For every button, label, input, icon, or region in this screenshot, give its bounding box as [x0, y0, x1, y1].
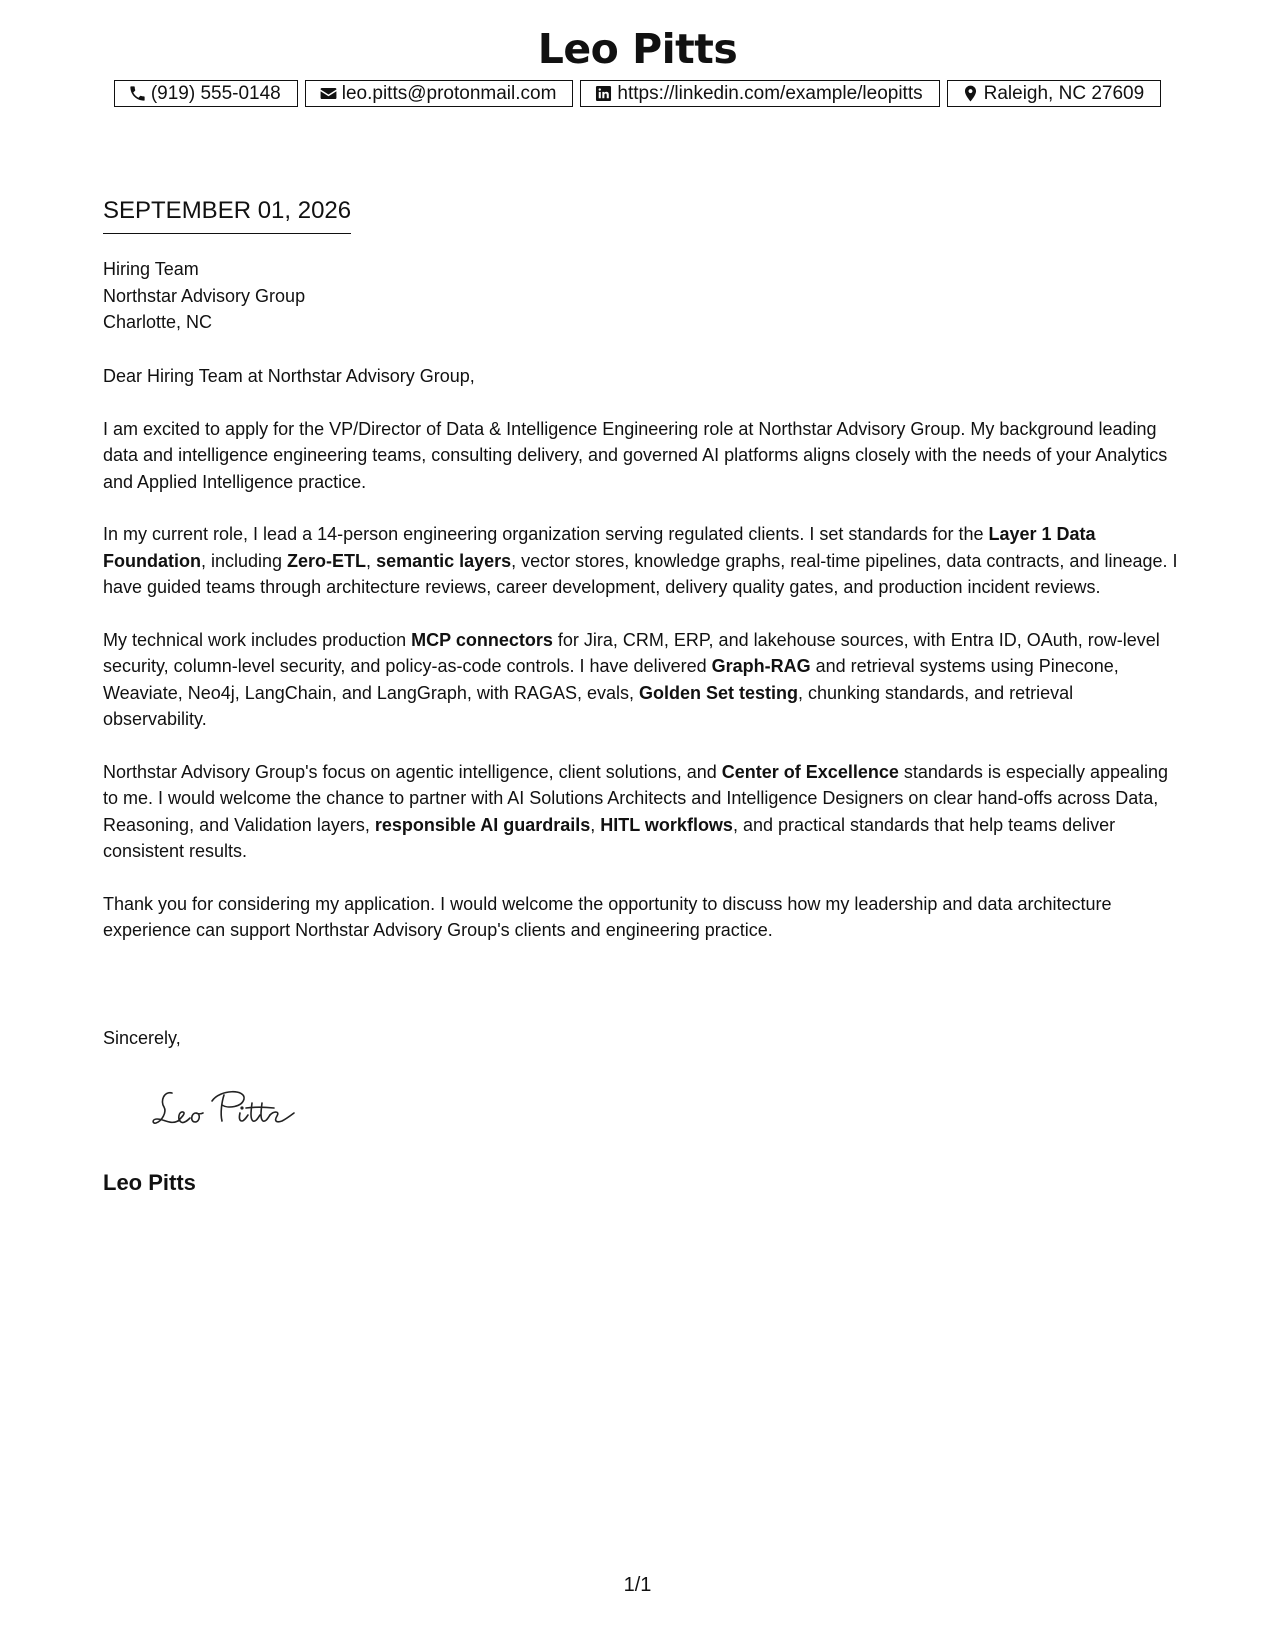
envelope-icon [319, 84, 342, 103]
recipient-company: Northstar Advisory Group [103, 285, 306, 306]
recipient-block [103, 256, 305, 336]
linkedin-url: https://linkedin.com/example/leopitts [617, 82, 923, 104]
paragraph-current-role: In my current role, I lead a 14-person engineering organization serving regulated clients. I set standards for the Layer 1 Data Foundation, including Zero-ETL, semantic layers, vector stores, knowledge graphs, real-time pipelines, data contracts, and lineage. I have guided teams through architecture reviews, career development, delivery quality gates, and production incident reviews. [103, 524, 1178, 597]
applicant-name: Leo Pitts [537, 25, 738, 73]
location-text: Raleigh, NC 27609 [983, 82, 1145, 104]
page-number: 1/1 [623, 1574, 652, 1596]
contact-location[interactable] [947, 80, 1162, 107]
signature-image [150, 1083, 310, 1135]
letter-body [103, 363, 1178, 970]
contact-bar [0, 80, 1275, 107]
map-marker-icon [961, 84, 984, 103]
salutation: Dear Hiring Team at Northstar Advisory Group, [103, 366, 475, 386]
recipient-location: Charlotte, NC [103, 312, 213, 332]
contact-linkedin[interactable] [580, 80, 939, 107]
recipient-line: Hiring Team [103, 259, 199, 279]
paragraph-closing: Thank you for considering my application. I would welcome the opportunity to discuss how my leadership and data architecture experience can support Northstar Advisory Group's clients and engineering practice. [103, 893, 1112, 940]
contact-email[interactable] [305, 80, 574, 107]
email-address: leo.pitts@protonmail.com [341, 82, 557, 104]
linkedin-icon [594, 84, 617, 103]
paragraph-company-fit: Northstar Advisory Group's focus on agentic intelligence, client solutions, and Center of Excellence standards is especially appealing to me. I would welcome the chance to partner with AI Solutions Architects and Intelligence Designers on clear hand-offs across Data, Reasoning, and Validation layers, responsible AI guardrails, HITL workflows, and practical standards that help teams deliver consistent results. [103, 761, 1169, 861]
contact-phone[interactable] [114, 80, 298, 107]
paragraph-technical-work: My technical work includes production MCP connectors for Jira, CRM, ERP, and lakehouse sources, with Entra ID, OAuth, row-level security, column-level security, and policy-as-code controls. I have delivered Graph-RAG and retrieval systems using Pinecone, Weaviate, Neo4j, LangChain, and LangGraph, with RAGAS, evals, Golden Set testing, chunking standards, and retrieval observability. [103, 629, 1160, 729]
handwritten-signature [150, 1083, 310, 1140]
signer-name: Leo Pitts [103, 1170, 196, 1195]
phone-icon [128, 84, 151, 103]
paragraph-intro: I am excited to apply for the VP/Director of Data & Intelligence Engineering role at Northstar Advisory Group. My background leading data and intelligence engineering teams, consulting delivery, and governed AI platforms aligns closely with the needs of your Analytics and Applied Intelligence practice. [103, 418, 1168, 492]
closing-phrase: Sincerely, [103, 1028, 181, 1048]
phone-number: (919) 555-0148 [150, 82, 281, 104]
letter-date: SEPTEMBER 01, 2026 [103, 196, 351, 234]
